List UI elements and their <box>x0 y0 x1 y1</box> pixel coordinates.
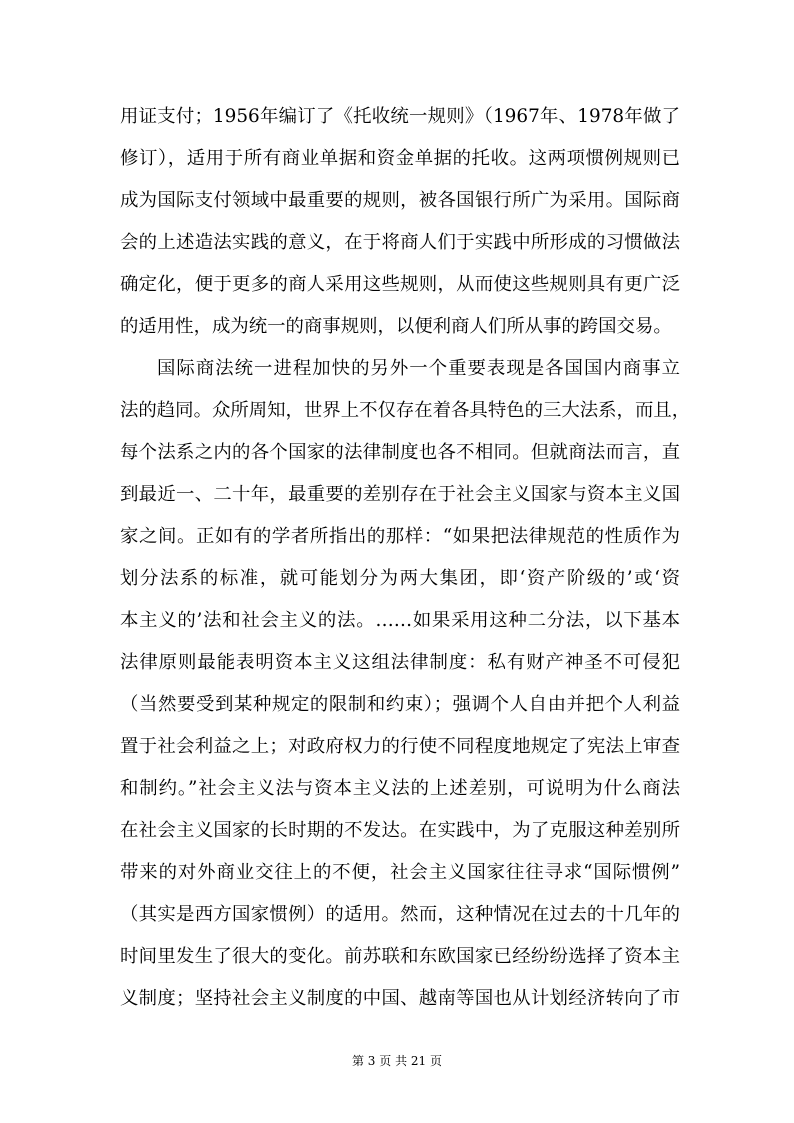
text-line: 本主义的’法和社会主义的法。……如果采用这种二分法，以下基本 <box>120 610 680 631</box>
footer-middle: 页 共 <box>379 1054 408 1068</box>
text-line: 划分法系的标准，就可能划分为两大集团，即‘资产阶级的’或‘资 <box>120 568 680 589</box>
text-line: 修订），适用于所有商业单据和资金单据的托收。这两项惯例规则已 <box>120 148 680 169</box>
text-line: 每个法系之内的各个国家的法律制度也各不相同。但就商法而言，直 <box>120 442 680 463</box>
total-pages: 21 <box>410 1054 427 1068</box>
text-line: 义制度；坚持社会主义制度的中国、越南等国也从计划经济转向了市 <box>120 988 680 1009</box>
paragraph-first-line: 国际商法统一进程加快的另外一个重要表现是各国国内商事立 <box>157 358 680 379</box>
page-footer <box>0 1053 794 1069</box>
footer-suffix: 页 <box>430 1054 443 1068</box>
text-line: 确定化，便于更多的商人采用这些规则，从而使这些规则具有更广泛 <box>120 274 680 295</box>
text-line: 到最近一、二十年，最重要的差别存在于社会主义国家与资本主义国 <box>120 484 680 505</box>
text-line: （当然要受到某种规定的限制和约束）；强调个人自由并把个人利益 <box>120 694 680 715</box>
text-line: 带来的对外商业交往上的不便，社会主义国家往往寻求“国际惯例” <box>120 862 680 883</box>
text-line: （其实是西方国家惯例）的适用。然而，这种情况在过去的十几年的 <box>120 904 680 925</box>
text-line: 和制约。”社会主义法与资本主义法的上述差别，可说明为什么商法 <box>120 778 680 799</box>
text-line: 的适用性，成为统一的商事规则，以便利商人们所从事的跨国交易。 <box>120 316 672 337</box>
text-line: 会的上述造法实践的意义，在于将商人们于实践中所形成的习惯做法 <box>120 232 680 253</box>
current-page-number: 3 <box>367 1054 376 1068</box>
text-line: 法律原则最能表明资本主义这组法律制度：私有财产神圣不可侵犯 <box>120 652 680 673</box>
text-line: 在社会主义国家的长时期的不发达。在实践中，为了克服这种差别所 <box>120 820 680 841</box>
text-line: 置于社会利益之上；对政府权力的行使不同程度地规定了宪法上审查 <box>120 736 680 757</box>
text-line: 成为国际支付领域中最重要的规则，被各国银行所广为采用。国际商 <box>120 190 680 211</box>
text-line: 法的趋同。众所周知，世界上不仅存在着各具特色的三大法系，而且， <box>120 400 691 421</box>
text-line: 时间里发生了很大的变化。前苏联和东欧国家已经纷纷选择了资本主 <box>120 946 680 967</box>
footer-prefix: 第 <box>351 1054 364 1068</box>
text-line: 家之间。正如有的学者所指出的那样：“如果把法律规范的性质作为 <box>120 526 680 547</box>
text-line: 用证支付；1956年编订了《托收统一规则》（1967年、1978年做了 <box>120 106 680 127</box>
